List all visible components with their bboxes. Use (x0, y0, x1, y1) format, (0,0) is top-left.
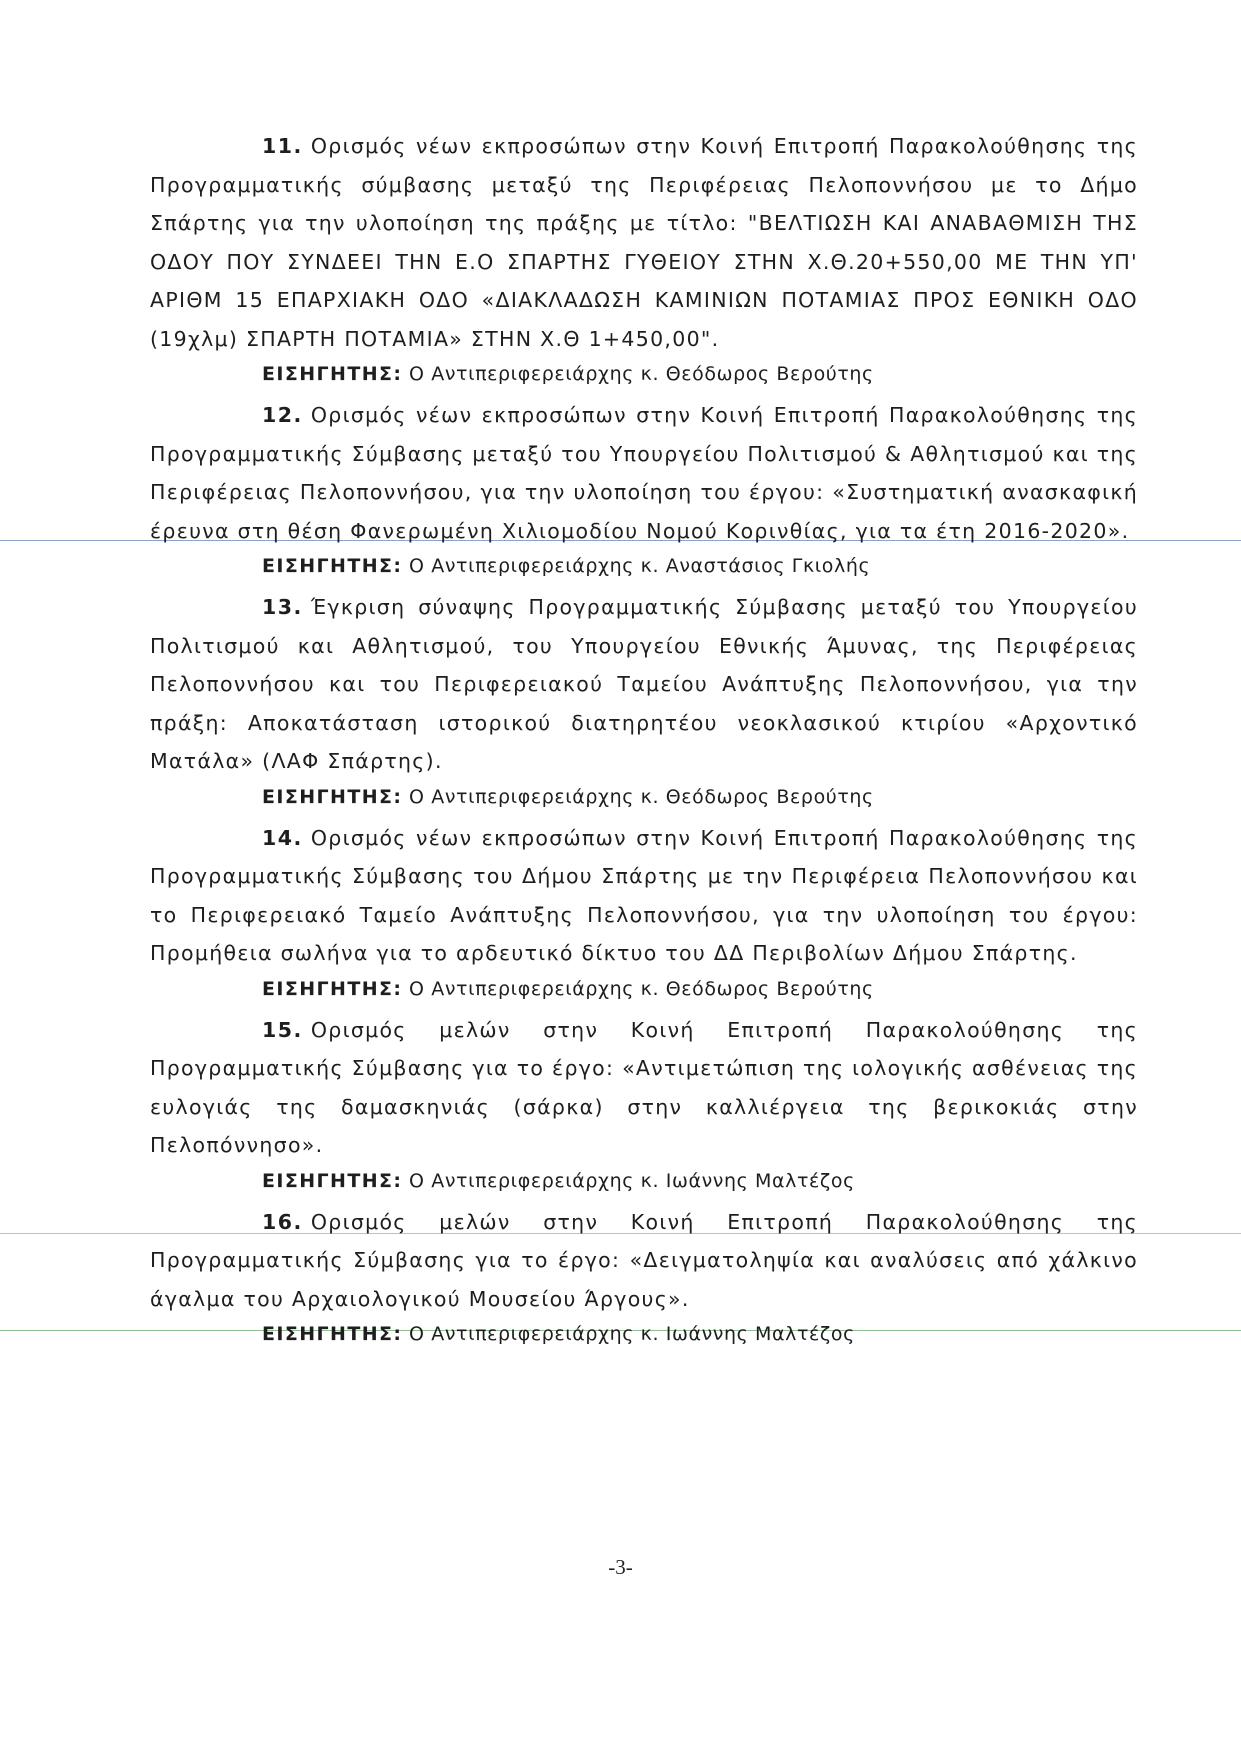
rapporteur-name: Ο Αντιπεριφερειάρχης κ. Ιωάννης Μαλτέζος (409, 1323, 855, 1345)
agenda-item-16 (150, 1203, 1138, 1352)
rapporteur-name: Ο Αντιπεριφερειάρχης κ. Θεόδωρος Βερούτης (409, 977, 874, 1000)
agenda-item-description: Ορισμός νέων εκπροσώπων στην Κοινή Επιτροπή Παρακολούθησης της Προγραμματικής Σύμβασης μεταξύ του Υπουργείου Πολιτισμού & Αθλητισμού και της Περιφέρειας Πελοποννήσου, για την υλοποίηση του έργου: «Συστηματική ανασκαφική έρευνα στη θέση Φανερωμένη Χιλιομοδίου Νομού Κορινθίας, για τα έτη 2016-2020». (150, 403, 1138, 543)
agenda-item-text (150, 396, 1138, 550)
rapporteur-name: Ο Αντιπεριφερειάρχης κ. Θεόδωρος Βερούτης (409, 785, 874, 808)
rapporteur (150, 550, 1138, 583)
agenda-item-number: 13. (262, 595, 303, 619)
rapporteur-name: Ο Αντιπεριφερειάρχης κ. Θεόδωρος Βερούτης (409, 363, 874, 385)
rapporteur-label: ΕΙΣΗΓΗΤΗΣ: (262, 1323, 403, 1345)
rapporteur-label: ΕΙΣΗΓΗΤΗΣ: (262, 785, 403, 808)
agenda-item-11 (150, 127, 1138, 391)
agenda-item-text (150, 127, 1138, 358)
agenda-item-number: 11. (262, 134, 303, 158)
agenda-item-description: Ορισμός μελών στην Κοινή Επιτροπή Παρακολούθησης της Προγραμματικής Σύμβασης για το έργο: «Δειγματοληψία και αναλύσεις από χάλκινο άγαλμα του Αρχαιολογικού Μουσείου Άργους». (150, 1209, 1138, 1311)
rapporteur-label: ΕΙΣΗΓΗΤΗΣ: (262, 363, 403, 385)
rapporteur (150, 1318, 1138, 1351)
agenda-item-text (150, 1203, 1138, 1319)
rapporteur (150, 358, 1138, 391)
rapporteur-label: ΕΙΣΗΓΗΤΗΣ: (262, 555, 403, 577)
agenda-item-number: 16. (262, 1209, 303, 1234)
agenda-item-text (150, 588, 1138, 781)
agenda-item-number: 12. (262, 403, 303, 427)
agenda-item-description: Ορισμός μελών στην Κοινή Επιτροπή Παρακολούθησης της Προγραμματικής Σύμβασης για το έργο: «Αντιμετώπιση της ιολογικής ασθένειας της ευλογιάς της δαμασκηνιάς (σάρκα) στην καλλιέργεια της βερικοκιάς στην Πελοπόννησο». (150, 1017, 1138, 1157)
rapporteur (150, 1165, 1138, 1198)
agenda-item-number: 15. (262, 1017, 303, 1042)
rapporteur-label: ΕΙΣΗΓΗΤΗΣ: (262, 1169, 403, 1192)
rapporteur (150, 973, 1138, 1006)
document-body (150, 127, 1138, 1356)
rapporteur-name: Ο Αντιπεριφερειάρχης κ. Αναστάσιος Γκιολής (409, 555, 871, 577)
agenda-item-15 (150, 1011, 1138, 1198)
agenda-item-13 (150, 588, 1138, 814)
agenda-item-number: 14. (262, 825, 303, 850)
agenda-item-12 (150, 396, 1138, 583)
rapporteur (150, 781, 1138, 814)
rapporteur-name: Ο Αντιπεριφερειάρχης κ. Ιωάννης Μαλτέζος (409, 1169, 855, 1192)
agenda-item-description: Έγκριση σύναψης Προγραμματικής Σύμβασης μεταξύ του Υπουργείου Πολιτισμού και Αθλητισμού, του Υπουργείου Εθνικής Άμυνας, της Περιφέρειας Πελοποννήσου και του Περιφερειακού Ταμείου Ανάπτυξης Πελοποννήσου, για την πράξη: Αποκατάσταση ιστορικού διατηρητέου νεοκλασικού κτιρίου «Αρχοντικό Ματάλα» (ΛΑΦ Σπάρτης). (150, 595, 1138, 773)
agenda-item-description: Ορισμός νέων εκπροσώπων στην Κοινή Επιτροπή Παρακολούθησης της Προγραμματικής Σύμβασης του Δήμου Σπάρτης με την Περιφέρεια Πελοποννήσου και το Περιφερειακό Ταμείο Ανάπτυξης Πελοποννήσου, για την υλοποίηση του έργου: Προμήθεια σωλήνα για το αρδευτικό δίκτυο του ΔΔ Περιβολίων Δήμου Σπάρτης. (150, 825, 1138, 965)
agenda-item-text (150, 819, 1138, 973)
agenda-item-text (150, 1011, 1138, 1165)
page-number: -3- (608, 1555, 633, 1579)
agenda-item-14 (150, 819, 1138, 1006)
rapporteur-label: ΕΙΣΗΓΗΤΗΣ: (262, 977, 403, 1000)
agenda-item-description: Ορισμός νέων εκπροσώπων στην Κοινή Επιτροπή Παρακολούθησης της Προγραμματικής σύμβασης μεταξύ της Περιφέρειας Πελοποννήσου με το Δήμο Σπάρτης για την υλοποίηση της πράξης με τίτλο: "ΒΕΛΤΙΩΣΗ ΚΑΙ ΑΝΑΒΑΘΜΙΣΗ ΤΗΣ ΟΔΟΥ ΠΟΥ ΣΥΝΔΕΕΙ ΤΗΝ Ε.Ο ΣΠΑΡΤΗΣ ΓΥΘΕΙΟΥ ΣΤΗΝ Χ.Θ.20+550,00 ΜΕ ΤΗΝ ΥΠ' ΑΡΙΘΜ 15 ΕΠΑΡΧΙΑΚΗ ΟΔΟ «ΔΙΑΚΛΑΔΩΣΗ ΚΑΜΙΝΙΩΝ ΠΟΤΑΜΙΑΣ ΠΡΟΣ ΕΘΝΙΚΗ ΟΔΟ (19χλμ) ΣΠΑΡΤΗ ΠΟΤΑΜΙΑ» ΣΤΗΝ Χ.Θ 1+450,00". (150, 134, 1138, 351)
